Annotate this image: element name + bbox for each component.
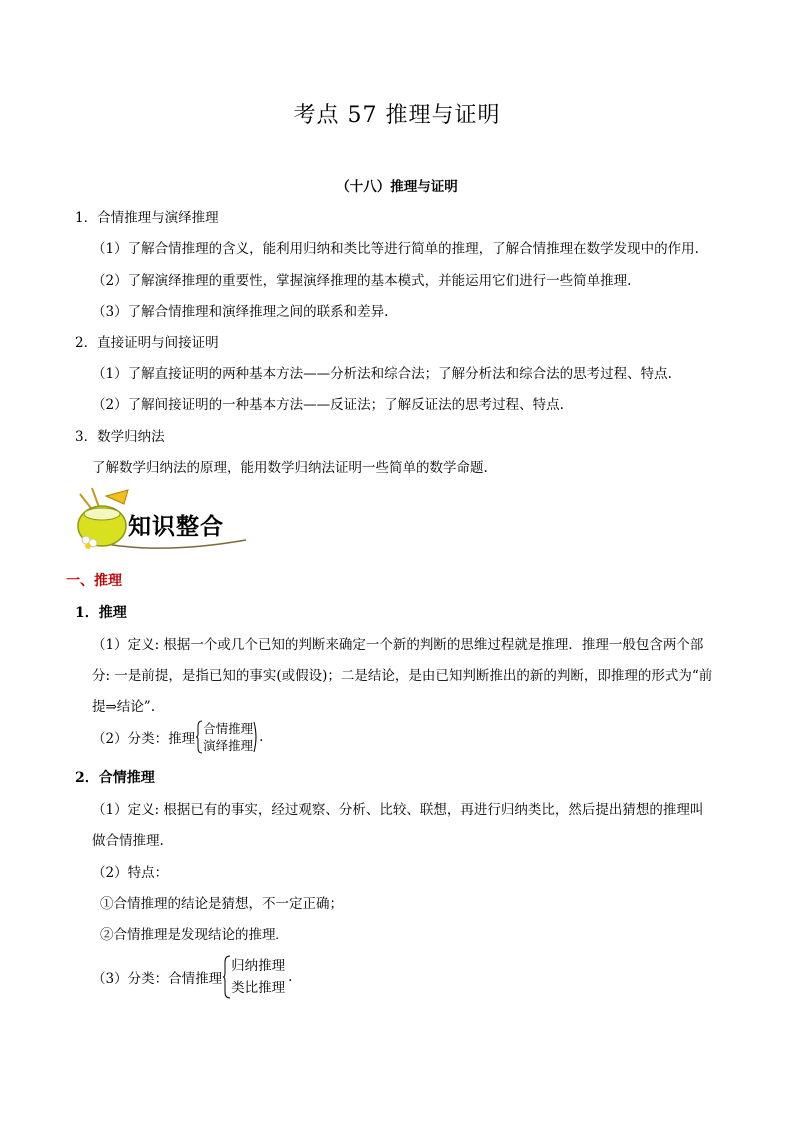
- classification-row: [92, 720, 263, 754]
- plausible-classification-row: [92, 955, 292, 999]
- definition-line-3: 提⇒结论”.: [92, 699, 156, 715]
- s1-item-3: （3）了解合情推理和演绎推理之间的联系和差异.: [92, 304, 389, 320]
- plausible-heading: 2．合情推理: [75, 770, 155, 786]
- part1-heading: 一、推理: [66, 573, 122, 589]
- classification-options: [203, 720, 253, 754]
- plausible-def-line-1: （1）定义: 根据已有的事实，经过观察、分析、比较、联想，再进行归纳类比，然后提出猜想的推理叫: [92, 802, 704, 818]
- plausible-class-options: [231, 955, 285, 999]
- option-inductive: 归纳推理: [231, 958, 286, 974]
- brace-icon: [222, 955, 231, 999]
- s1-item-2: （2）了解演绎推理的重要性，掌握演绎推理的基本模式，并能运用它们进行一些简单推理.: [92, 273, 632, 289]
- s2-heading: 2．直接证明与间接证明: [75, 335, 219, 351]
- section-subtitle: （十八）推理与证明: [336, 179, 458, 195]
- banner-title: 知识整合: [128, 514, 224, 540]
- feature-2: ②合情推理是发现结论的推理.: [100, 927, 279, 942]
- page-title: 考点 57 推理与证明: [293, 103, 501, 128]
- option-analogical: 类比推理: [231, 980, 286, 996]
- option-deductive: 演绎推理: [203, 738, 254, 753]
- classification-label: （2）分类：推理: [92, 731, 196, 747]
- s1-heading: 1．合情推理与演绎推理: [75, 210, 219, 226]
- brace-icon: [195, 720, 203, 754]
- option-plausible: 合情推理: [203, 721, 254, 736]
- plausible-class-period: .: [288, 969, 293, 985]
- features-label: （2）特点：: [92, 865, 169, 881]
- s2-item-2: （2）了解间接证明的一种基本方法——反证法；了解反证法的思考过程、特点.: [92, 397, 564, 413]
- s1-item-1: （1）了解合情推理的含义，能利用归纳和类比等进行简单的推理，了解合情推理在数学发现中的作用.: [92, 241, 699, 257]
- definition-line-2: 分: 一是前提，是指已知的事实(或假设)；二是结论，是由已知判断推出的新的判断，即推理的形式为“前: [92, 668, 713, 684]
- plausible-def-line-2: 做合情推理.: [92, 833, 164, 849]
- plausible-class-label: （3）分类：合情推理: [92, 971, 223, 987]
- s3-heading: 3．数学归纳法: [75, 429, 165, 445]
- knowledge-banner: [66, 482, 256, 557]
- reasoning-heading: 1．推理: [75, 605, 127, 621]
- feature-1: ①合情推理的结论是猜想，不一定正确；: [100, 896, 343, 911]
- s3-item-1: 了解数学归纳法的原理，能用数学归纳法证明一些简单的数学命题.: [92, 460, 488, 476]
- s2-item-1: （1）了解直接证明的两种基本方法——分析法和综合法；了解分析法和综合法的思考过程、特点.: [92, 366, 672, 382]
- definition-line-1: （1）定义: 根据一个或几个已知的判断来确定一个新的判断的思维过程就是推理．推理一般包含两个部: [92, 637, 704, 653]
- classification-period: .: [259, 729, 264, 745]
